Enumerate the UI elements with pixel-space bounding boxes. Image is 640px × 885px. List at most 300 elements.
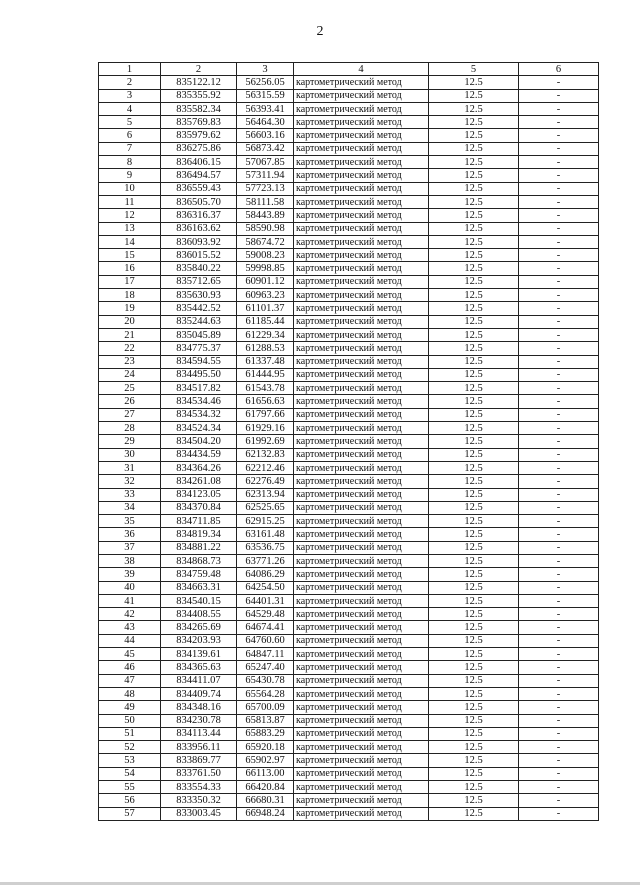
y-coordinate-cell: 61929.16 — [237, 422, 294, 435]
y-coordinate-cell: 63161.48 — [237, 528, 294, 541]
y-coordinate-cell: 65813.87 — [237, 714, 294, 727]
accuracy-cell: 12.5 — [429, 541, 519, 554]
method-cell: картометрический метод — [294, 634, 429, 647]
x-coordinate-cell: 834594.55 — [161, 355, 237, 368]
point-number-cell: 46 — [99, 661, 161, 674]
accuracy-cell: 12.5 — [429, 661, 519, 674]
accuracy-cell: 12.5 — [429, 129, 519, 142]
method-cell: картометрический метод — [294, 209, 429, 222]
accuracy-cell: 12.5 — [429, 608, 519, 621]
table-row — [99, 594, 599, 607]
y-coordinate-cell: 56464.30 — [237, 116, 294, 129]
y-coordinate-cell: 64674.41 — [237, 621, 294, 634]
accuracy-cell: 12.5 — [429, 727, 519, 740]
table-row — [99, 302, 599, 315]
table-row — [99, 142, 599, 155]
table-row — [99, 581, 599, 594]
x-coordinate-cell: 834139.61 — [161, 648, 237, 661]
table-row — [99, 741, 599, 754]
x-coordinate-cell: 834540.15 — [161, 594, 237, 607]
x-coordinate-cell: 835769.83 — [161, 116, 237, 129]
note-cell: - — [519, 235, 599, 248]
table-row — [99, 342, 599, 355]
method-cell: картометрический метод — [294, 541, 429, 554]
table-row — [99, 368, 599, 381]
table-row — [99, 475, 599, 488]
method-cell: картометрический метод — [294, 262, 429, 275]
note-cell: - — [519, 608, 599, 621]
y-coordinate-cell: 65700.09 — [237, 701, 294, 714]
accuracy-cell: 12.5 — [429, 156, 519, 169]
x-coordinate-cell: 835355.92 — [161, 89, 237, 102]
method-cell: картометрический метод — [294, 754, 429, 767]
accuracy-cell: 12.5 — [429, 594, 519, 607]
table-row — [99, 727, 599, 740]
table-row — [99, 528, 599, 541]
point-number-cell: 47 — [99, 674, 161, 687]
note-cell: - — [519, 448, 599, 461]
y-coordinate-cell: 61656.63 — [237, 395, 294, 408]
note-cell: - — [519, 222, 599, 235]
x-coordinate-cell: 835712.65 — [161, 275, 237, 288]
x-coordinate-cell: 836015.52 — [161, 249, 237, 262]
note-cell: - — [519, 76, 599, 89]
accuracy-cell: 12.5 — [429, 488, 519, 501]
accuracy-cell: 12.5 — [429, 435, 519, 448]
x-coordinate-cell: 834524.34 — [161, 422, 237, 435]
point-number-cell: 30 — [99, 448, 161, 461]
x-coordinate-cell: 836505.70 — [161, 195, 237, 208]
accuracy-cell: 12.5 — [429, 355, 519, 368]
y-coordinate-cell: 58111.58 — [237, 195, 294, 208]
point-number-cell: 37 — [99, 541, 161, 554]
x-coordinate-cell: 836559.43 — [161, 182, 237, 195]
method-cell: картометрический метод — [294, 302, 429, 315]
accuracy-cell: 12.5 — [429, 794, 519, 807]
header-cell-5: 5 — [429, 63, 519, 76]
table-row — [99, 76, 599, 89]
accuracy-cell: 12.5 — [429, 754, 519, 767]
point-number-cell: 35 — [99, 515, 161, 528]
x-coordinate-cell: 836275.86 — [161, 142, 237, 155]
accuracy-cell: 12.5 — [429, 222, 519, 235]
note-cell: - — [519, 461, 599, 474]
table-row — [99, 781, 599, 794]
method-cell: картометрический метод — [294, 195, 429, 208]
x-coordinate-cell: 835122.12 — [161, 76, 237, 89]
point-number-cell: 4 — [99, 102, 161, 115]
point-number-cell: 50 — [99, 714, 161, 727]
x-coordinate-cell: 836316.37 — [161, 209, 237, 222]
accuracy-cell: 12.5 — [429, 209, 519, 222]
table-row — [99, 714, 599, 727]
note-cell: - — [519, 408, 599, 421]
y-coordinate-cell: 60901.12 — [237, 275, 294, 288]
accuracy-cell: 12.5 — [429, 382, 519, 395]
x-coordinate-cell: 835979.62 — [161, 129, 237, 142]
table-row — [99, 156, 599, 169]
table-row — [99, 169, 599, 182]
note-cell: - — [519, 794, 599, 807]
y-coordinate-cell: 64760.60 — [237, 634, 294, 647]
y-coordinate-cell: 66948.24 — [237, 807, 294, 820]
y-coordinate-cell: 61444.95 — [237, 368, 294, 381]
y-coordinate-cell: 58674.72 — [237, 235, 294, 248]
table-row — [99, 328, 599, 341]
method-cell: картометрический метод — [294, 355, 429, 368]
point-number-cell: 14 — [99, 235, 161, 248]
x-coordinate-cell: 834113.44 — [161, 727, 237, 740]
table-row — [99, 807, 599, 820]
note-cell: - — [519, 89, 599, 102]
point-number-cell: 6 — [99, 129, 161, 142]
page-number: 2 — [316, 24, 324, 39]
accuracy-cell: 12.5 — [429, 568, 519, 581]
accuracy-cell: 12.5 — [429, 422, 519, 435]
header-cell-4: 4 — [294, 63, 429, 76]
x-coordinate-cell: 835045.89 — [161, 328, 237, 341]
accuracy-cell: 12.5 — [429, 235, 519, 248]
point-number-cell: 10 — [99, 182, 161, 195]
note-cell: - — [519, 116, 599, 129]
y-coordinate-cell: 57311.94 — [237, 169, 294, 182]
y-coordinate-cell: 56393.41 — [237, 102, 294, 115]
x-coordinate-cell: 834370.84 — [161, 501, 237, 514]
point-number-cell: 11 — [99, 195, 161, 208]
table-row — [99, 461, 599, 474]
point-number-cell: 17 — [99, 275, 161, 288]
method-cell: картометрический метод — [294, 116, 429, 129]
table-row — [99, 634, 599, 647]
x-coordinate-cell: 836406.15 — [161, 156, 237, 169]
method-cell: картометрический метод — [294, 235, 429, 248]
note-cell: - — [519, 315, 599, 328]
y-coordinate-cell: 61992.69 — [237, 435, 294, 448]
y-coordinate-cell: 66420.84 — [237, 781, 294, 794]
note-cell: - — [519, 581, 599, 594]
method-cell: картометрический метод — [294, 515, 429, 528]
accuracy-cell: 12.5 — [429, 448, 519, 461]
point-number-cell: 54 — [99, 767, 161, 780]
x-coordinate-cell: 836163.62 — [161, 222, 237, 235]
x-coordinate-cell: 833554.33 — [161, 781, 237, 794]
accuracy-cell: 12.5 — [429, 767, 519, 780]
point-number-cell: 31 — [99, 461, 161, 474]
point-number-cell: 3 — [99, 89, 161, 102]
y-coordinate-cell: 59998.85 — [237, 262, 294, 275]
method-cell: картометрический метод — [294, 142, 429, 155]
method-cell: картометрический метод — [294, 76, 429, 89]
header-cell-2: 2 — [161, 63, 237, 76]
table-row — [99, 448, 599, 461]
table-row — [99, 395, 599, 408]
note-cell: - — [519, 289, 599, 302]
table-row — [99, 515, 599, 528]
note-cell: - — [519, 342, 599, 355]
table-row — [99, 701, 599, 714]
method-cell: картометрический метод — [294, 608, 429, 621]
y-coordinate-cell: 62313.94 — [237, 488, 294, 501]
y-coordinate-cell: 65920.18 — [237, 741, 294, 754]
point-number-cell: 29 — [99, 435, 161, 448]
x-coordinate-cell: 834881.22 — [161, 541, 237, 554]
table-row — [99, 222, 599, 235]
x-coordinate-cell: 835840.22 — [161, 262, 237, 275]
note-cell: - — [519, 701, 599, 714]
y-coordinate-cell: 64254.50 — [237, 581, 294, 594]
point-number-cell: 20 — [99, 315, 161, 328]
x-coordinate-cell: 834711.85 — [161, 515, 237, 528]
coordinates-table — [98, 62, 599, 821]
y-coordinate-cell: 62915.25 — [237, 515, 294, 528]
note-cell: - — [519, 528, 599, 541]
point-number-cell: 19 — [99, 302, 161, 315]
accuracy-cell: 12.5 — [429, 182, 519, 195]
method-cell: картометрический метод — [294, 342, 429, 355]
accuracy-cell: 12.5 — [429, 142, 519, 155]
x-coordinate-cell: 834364.26 — [161, 461, 237, 474]
point-number-cell: 53 — [99, 754, 161, 767]
note-cell: - — [519, 674, 599, 687]
x-coordinate-cell: 834517.82 — [161, 382, 237, 395]
table-header-row — [99, 63, 599, 76]
table-row — [99, 129, 599, 142]
x-coordinate-cell: 835630.93 — [161, 289, 237, 302]
method-cell: картометрический метод — [294, 674, 429, 687]
point-number-cell: 8 — [99, 156, 161, 169]
table-row — [99, 754, 599, 767]
y-coordinate-cell: 56873.42 — [237, 142, 294, 155]
accuracy-cell: 12.5 — [429, 315, 519, 328]
table-row — [99, 209, 599, 222]
accuracy-cell: 12.5 — [429, 249, 519, 262]
table-row — [99, 568, 599, 581]
y-coordinate-cell: 65883.29 — [237, 727, 294, 740]
point-number-cell: 38 — [99, 554, 161, 567]
accuracy-cell: 12.5 — [429, 528, 519, 541]
method-cell: картометрический метод — [294, 222, 429, 235]
x-coordinate-cell: 834759.48 — [161, 568, 237, 581]
method-cell: картометрический метод — [294, 169, 429, 182]
y-coordinate-cell: 61185.44 — [237, 315, 294, 328]
method-cell: картометрический метод — [294, 315, 429, 328]
x-coordinate-cell: 836494.57 — [161, 169, 237, 182]
method-cell: картометрический метод — [294, 581, 429, 594]
note-cell: - — [519, 195, 599, 208]
note-cell: - — [519, 554, 599, 567]
point-number-cell: 23 — [99, 355, 161, 368]
x-coordinate-cell: 834434.59 — [161, 448, 237, 461]
point-number-cell: 45 — [99, 648, 161, 661]
note-cell: - — [519, 156, 599, 169]
point-number-cell: 21 — [99, 328, 161, 341]
note-cell: - — [519, 488, 599, 501]
point-number-cell: 52 — [99, 741, 161, 754]
note-cell: - — [519, 169, 599, 182]
x-coordinate-cell: 834534.32 — [161, 408, 237, 421]
point-number-cell: 41 — [99, 594, 161, 607]
table-body — [99, 63, 599, 821]
note-cell: - — [519, 262, 599, 275]
x-coordinate-cell: 834504.20 — [161, 435, 237, 448]
x-coordinate-cell: 834123.05 — [161, 488, 237, 501]
note-cell: - — [519, 621, 599, 634]
table-row — [99, 275, 599, 288]
method-cell: картометрический метод — [294, 448, 429, 461]
method-cell: картометрический метод — [294, 382, 429, 395]
x-coordinate-cell: 834495.50 — [161, 368, 237, 381]
table-row — [99, 648, 599, 661]
point-number-cell: 5 — [99, 116, 161, 129]
x-coordinate-cell: 834775.37 — [161, 342, 237, 355]
y-coordinate-cell: 61337.48 — [237, 355, 294, 368]
x-coordinate-cell: 833956.11 — [161, 741, 237, 754]
x-coordinate-cell: 833003.45 — [161, 807, 237, 820]
table-row — [99, 794, 599, 807]
y-coordinate-cell: 65902.97 — [237, 754, 294, 767]
point-number-cell: 28 — [99, 422, 161, 435]
note-cell: - — [519, 102, 599, 115]
note-cell: - — [519, 435, 599, 448]
accuracy-cell: 12.5 — [429, 554, 519, 567]
table-row — [99, 422, 599, 435]
method-cell: картометрический метод — [294, 794, 429, 807]
x-coordinate-cell: 834534.46 — [161, 395, 237, 408]
accuracy-cell: 12.5 — [429, 621, 519, 634]
note-cell: - — [519, 741, 599, 754]
method-cell: картометрический метод — [294, 714, 429, 727]
method-cell: картометрический метод — [294, 156, 429, 169]
y-coordinate-cell: 66680.31 — [237, 794, 294, 807]
point-number-cell: 36 — [99, 528, 161, 541]
table-row — [99, 621, 599, 634]
table-row — [99, 289, 599, 302]
method-cell: картометрический метод — [294, 488, 429, 501]
accuracy-cell: 12.5 — [429, 501, 519, 514]
note-cell: - — [519, 754, 599, 767]
method-cell: картометрический метод — [294, 807, 429, 820]
method-cell: картометрический метод — [294, 422, 429, 435]
accuracy-cell: 12.5 — [429, 515, 519, 528]
accuracy-cell: 12.5 — [429, 807, 519, 820]
method-cell: картометрический метод — [294, 594, 429, 607]
accuracy-cell: 12.5 — [429, 634, 519, 647]
x-coordinate-cell: 834819.34 — [161, 528, 237, 541]
accuracy-cell: 12.5 — [429, 714, 519, 727]
point-number-cell: 2 — [99, 76, 161, 89]
y-coordinate-cell: 56603.16 — [237, 129, 294, 142]
y-coordinate-cell: 58443.89 — [237, 209, 294, 222]
accuracy-cell: 12.5 — [429, 89, 519, 102]
accuracy-cell: 12.5 — [429, 169, 519, 182]
point-number-cell: 42 — [99, 608, 161, 621]
header-cell-3: 3 — [237, 63, 294, 76]
method-cell: картометрический метод — [294, 568, 429, 581]
note-cell: - — [519, 382, 599, 395]
method-cell: картометрический метод — [294, 328, 429, 341]
point-number-cell: 15 — [99, 249, 161, 262]
accuracy-cell: 12.5 — [429, 475, 519, 488]
y-coordinate-cell: 59008.23 — [237, 249, 294, 262]
y-coordinate-cell: 63536.75 — [237, 541, 294, 554]
y-coordinate-cell: 61288.53 — [237, 342, 294, 355]
method-cell: картометрический метод — [294, 368, 429, 381]
y-coordinate-cell: 64847.11 — [237, 648, 294, 661]
accuracy-cell: 12.5 — [429, 342, 519, 355]
table-row — [99, 488, 599, 501]
x-coordinate-cell: 834265.69 — [161, 621, 237, 634]
note-cell: - — [519, 209, 599, 222]
accuracy-cell: 12.5 — [429, 289, 519, 302]
point-number-cell: 56 — [99, 794, 161, 807]
method-cell: картометрический метод — [294, 648, 429, 661]
note-cell: - — [519, 568, 599, 581]
point-number-cell: 27 — [99, 408, 161, 421]
y-coordinate-cell: 65247.40 — [237, 661, 294, 674]
table-row — [99, 315, 599, 328]
y-coordinate-cell: 61543.78 — [237, 382, 294, 395]
point-number-cell: 49 — [99, 701, 161, 714]
x-coordinate-cell: 834261.08 — [161, 475, 237, 488]
table-row — [99, 182, 599, 195]
table-row — [99, 501, 599, 514]
note-cell: - — [519, 302, 599, 315]
point-number-cell: 22 — [99, 342, 161, 355]
x-coordinate-cell: 834203.93 — [161, 634, 237, 647]
method-cell: картометрический метод — [294, 727, 429, 740]
accuracy-cell: 12.5 — [429, 195, 519, 208]
accuracy-cell: 12.5 — [429, 76, 519, 89]
table-row — [99, 235, 599, 248]
y-coordinate-cell: 64529.48 — [237, 608, 294, 621]
accuracy-cell: 12.5 — [429, 581, 519, 594]
x-coordinate-cell: 834230.78 — [161, 714, 237, 727]
accuracy-cell: 12.5 — [429, 395, 519, 408]
x-coordinate-cell: 834868.73 — [161, 554, 237, 567]
point-number-cell: 12 — [99, 209, 161, 222]
method-cell: картометрический метод — [294, 289, 429, 302]
accuracy-cell: 12.5 — [429, 781, 519, 794]
table-row — [99, 116, 599, 129]
note-cell: - — [519, 727, 599, 740]
y-coordinate-cell: 64401.31 — [237, 594, 294, 607]
method-cell: картометрический метод — [294, 275, 429, 288]
method-cell: картометрический метод — [294, 182, 429, 195]
table-row — [99, 554, 599, 567]
note-cell: - — [519, 594, 599, 607]
note-cell: - — [519, 475, 599, 488]
method-cell: картометрический метод — [294, 395, 429, 408]
method-cell: картометрический метод — [294, 767, 429, 780]
accuracy-cell: 12.5 — [429, 275, 519, 288]
y-coordinate-cell: 61229.34 — [237, 328, 294, 341]
accuracy-cell: 12.5 — [429, 302, 519, 315]
method-cell: картометрический метод — [294, 781, 429, 794]
accuracy-cell: 12.5 — [429, 701, 519, 714]
note-cell: - — [519, 395, 599, 408]
point-number-cell: 44 — [99, 634, 161, 647]
x-coordinate-cell: 833350.32 — [161, 794, 237, 807]
accuracy-cell: 12.5 — [429, 102, 519, 115]
x-coordinate-cell: 835244.63 — [161, 315, 237, 328]
y-coordinate-cell: 65430.78 — [237, 674, 294, 687]
note-cell: - — [519, 634, 599, 647]
y-coordinate-cell: 64086.29 — [237, 568, 294, 581]
point-number-cell: 33 — [99, 488, 161, 501]
note-cell: - — [519, 661, 599, 674]
x-coordinate-cell: 836093.92 — [161, 235, 237, 248]
x-coordinate-cell: 834408.55 — [161, 608, 237, 621]
